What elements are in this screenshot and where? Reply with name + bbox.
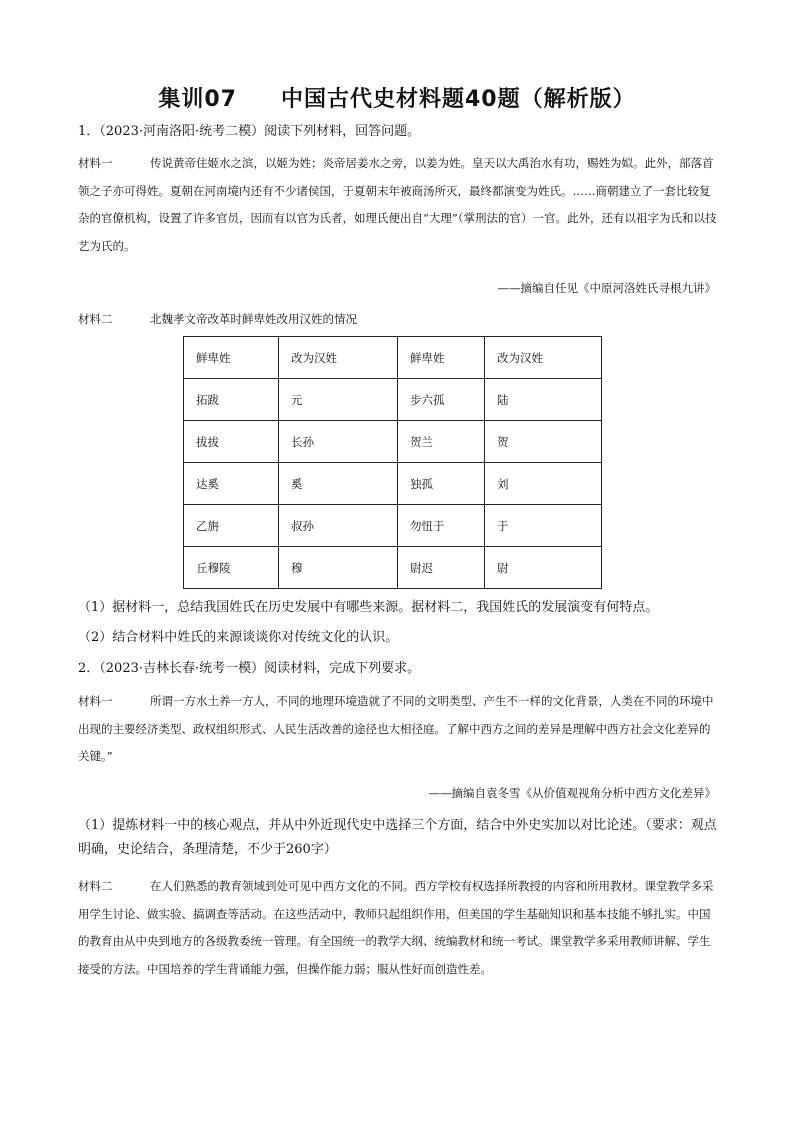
table-cell: 陆: [485, 379, 602, 421]
material-text: 传说黄帝住姬水之滨，以姬为姓；炎帝居姜水之旁，以姜为姓。皇天以大禹治水有功，赐姓为姒。此外，部落首领之子亦可得姓。夏朝在河南境内还有不少诸侯国，于夏朝末年被商汤所灭，最终都演变为姓氏。……商朝建立了一套比较复杂的官僚机构，设置了许多官员，因而有以官为氏者，如理氏便出自“大理”（掌刑法的官）一官。此外，还有以祖字为氏和以技艺为氏的。: [78, 156, 717, 253]
table-cell: 奚: [279, 463, 398, 505]
q1-subquestion-1: （1）据材料一，总结我国姓氏在历史发展中有哪些来源。据材料二，我国姓氏的发展演变有何特点。: [78, 600, 659, 615]
title-main: 中国古代史材料题40题（解析版）: [281, 87, 636, 112]
q2-subquestion-1: （1）提炼材料一中的核心观点，并从中外近现代史中选择三个方面，结合中外史实加以对比论述。（要求：观点明确，史论结合，条理清楚，不少于260字）: [78, 818, 717, 857]
question-1-heading: 1．（2023·河南洛阳·统考二模）阅读下列材料，回答问题。: [78, 124, 421, 139]
table-row: [184, 379, 602, 421]
table-cell: 于: [485, 505, 602, 547]
material-text: 在人们熟悉的教育领域到处可见中西方文化的不同。西方学校有权选择所教授的内容和所用教材。课堂教学多采用学生讨论、做实验、搞调查等活动。在这些活动中，教师只起组织作用，但美国的学生基础知识和基本技能不够扎实。中国的教育由从中央到地方的各级教委统一管理。有全国统一的教学大纲、统编教材和统一考试。课堂教学多采用教师讲解、学生接受的方法。中国培养的学生背诵能力强，但操作能力弱；服从性好而创造性差。: [78, 879, 714, 976]
q1-material-1: [78, 150, 720, 260]
table-cell: 丘穆陵: [184, 547, 279, 589]
table-cell: 叔孙: [279, 505, 398, 547]
table-cell: 独孤: [398, 463, 485, 505]
table-cell: 穆: [279, 547, 398, 589]
table-cell: 长孙: [279, 421, 398, 463]
table-cell: 达奚: [184, 463, 279, 505]
table-cell: 勿忸于: [398, 505, 485, 547]
q1-subquestion-2: （2）结合材料中姓氏的来源谈谈你对传统文化的认识。: [78, 630, 399, 645]
table-cell: 乙旃: [184, 505, 279, 547]
table-cell: 拔拔: [184, 421, 279, 463]
question-2-heading: 2．（2023·吉林长春·统考一模）阅读材料，完成下列要求。: [78, 661, 421, 676]
table-row: [184, 463, 602, 505]
table-cell: 元: [279, 379, 398, 421]
q2-material-1: [78, 688, 720, 771]
table-cell: 尉: [485, 547, 602, 589]
table-caption: 北魏孝文帝改革时鲜卑姓改用汉姓的情况: [150, 312, 357, 326]
table-row: [184, 547, 602, 589]
table-cell: 步六孤: [398, 379, 485, 421]
title-set-number: 集训07: [158, 87, 237, 112]
page-title: [0, 82, 794, 113]
material-label: 材料一: [78, 694, 113, 708]
table-cell: 刘: [485, 463, 602, 505]
table-header: 改为汉姓: [279, 337, 398, 379]
table-header: 鲜卑姓: [398, 337, 485, 379]
table-cell: 尉迟: [398, 547, 485, 589]
table-header-row: [184, 337, 602, 379]
material-label: 材料二: [78, 312, 113, 326]
table-row: [184, 421, 602, 463]
q2-material-1-source: ——摘编自袁冬雪《从价值观视角分析中西方文化差异》: [428, 786, 716, 800]
q1-material-2: [78, 306, 720, 334]
material-text: 所谓一方水土养一方人，不同的地理环境造就了不同的文明类型、产生不一样的文化背景，人类在不同的环境中出现的主要经济类型、政权组织形式、人民生活改善的途径也大相径庭。了解中西方之间的差异是理解中西方社会文化差异的关键。”: [78, 694, 714, 763]
table-cell: 拓跋: [184, 379, 279, 421]
table-cell: 贺: [485, 421, 602, 463]
q2-material-2: [78, 873, 720, 983]
material-label: 材料二: [78, 879, 113, 893]
material-label: 材料一: [78, 156, 113, 170]
surname-table: [183, 336, 602, 589]
q1-material-1-source: ——摘编自任见《中原河洛姓氏寻根九讲》: [497, 281, 716, 295]
table-header: 改为汉姓: [485, 337, 602, 379]
table-row: [184, 505, 602, 547]
table-cell: 贺兰: [398, 421, 485, 463]
table-header: 鲜卑姓: [184, 337, 279, 379]
